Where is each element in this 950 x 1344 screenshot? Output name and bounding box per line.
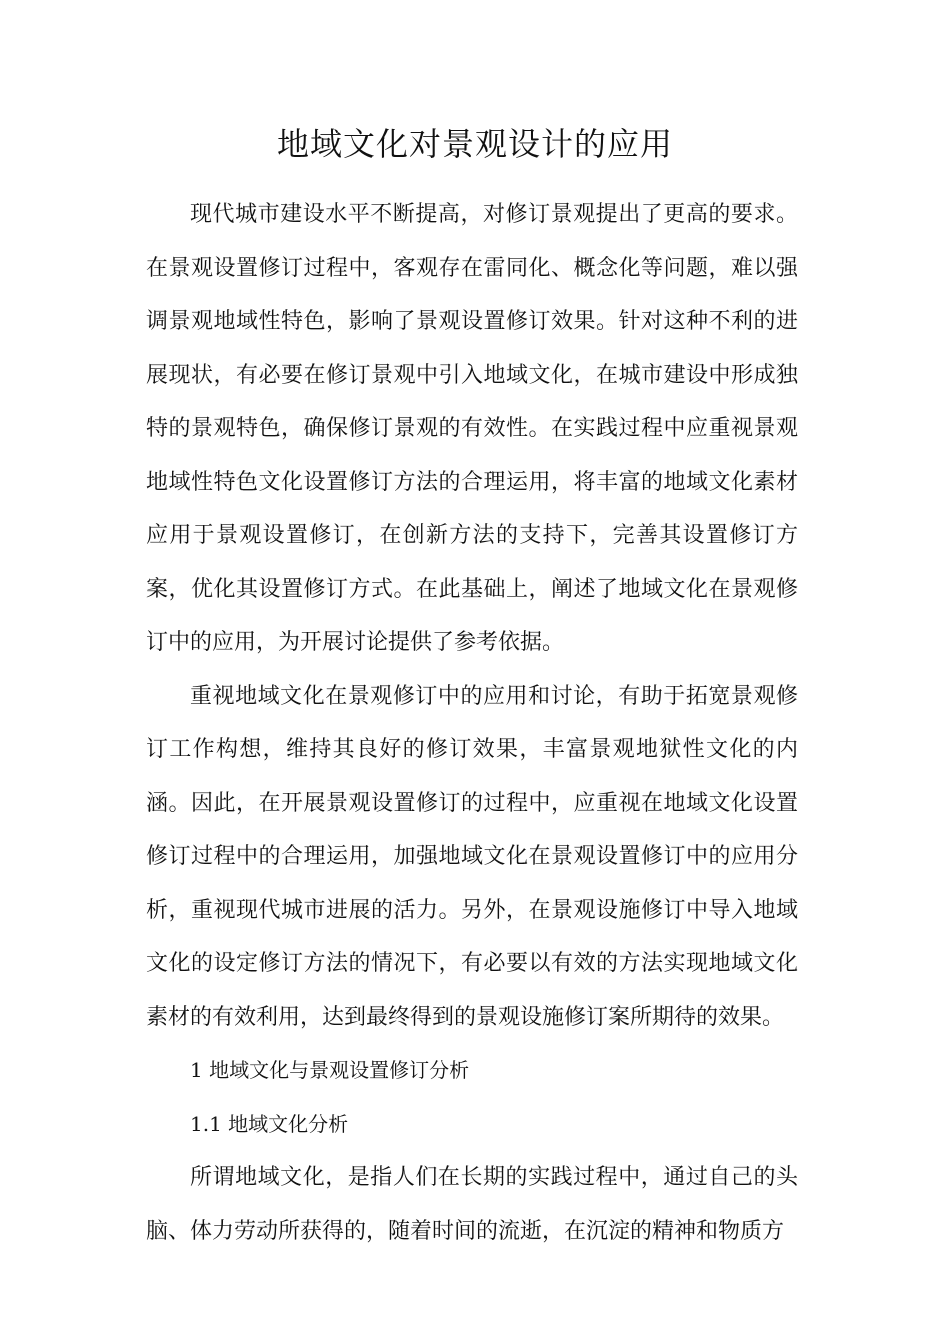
paragraph-intro: 现代城市建设水平不断提高，对修订景观提出了更高的要求。在景观设置修订过程中，客观存在雷同化、概念化等问题，难以强调景观地域性特色，影响了景观设置修订效果。针对这种不利的进展现状，有必要在修订景观中引入地域文化，在城市建设中形成独特的景观特色，确保修订景观的有效性。在实践过程中应重视景观地域性特色文化设置修订方法的合理运用，将丰富的地域文化素材应用于景观设置修订，在创新方法的支持下，完善其设置修订方案，优化其设置修订方式。在此基础上，阐述了地域文化在景观修订中的应用，为开展讨论提供了参考依据。	[146, 202, 798, 655]
paragraph-importance: 重视地域文化在景观修订中的应用和讨论，有助于拓宽景观修订工作构想，维持其良好的修订效果，丰富景观地狱性文化的内涵。因此，在开展景观设置修订的过程中，应重视在地域文化设置修订过程中的合理运用，加强地域文化在景观设置修订中的应用分析，重视现代城市进展的活力。另外，在景观设施修订中导入地域文化的设定修订方法的情况下，有必要以有效的方法实现地域文化素材的有效利用，达到最终得到的景观设施修订案所期待的效果。	[146, 683, 798, 1030]
section-heading-1: 1 地域文化与景观设置修订分析	[190, 1058, 470, 1082]
document-title: 地域文化对景观设计的应用	[276, 125, 673, 163]
document-body	[146, 188, 798, 1258]
paragraph-regional-culture: 所谓地域文化，是指人们在长期的实践过程中，通过自己的头脑、体力劳动所获得的，随着时间的流逝，在沉淀的精神和物质方	[146, 1165, 798, 1244]
subsection-heading-1-1: 1.1 地域文化分析	[190, 1111, 349, 1136]
